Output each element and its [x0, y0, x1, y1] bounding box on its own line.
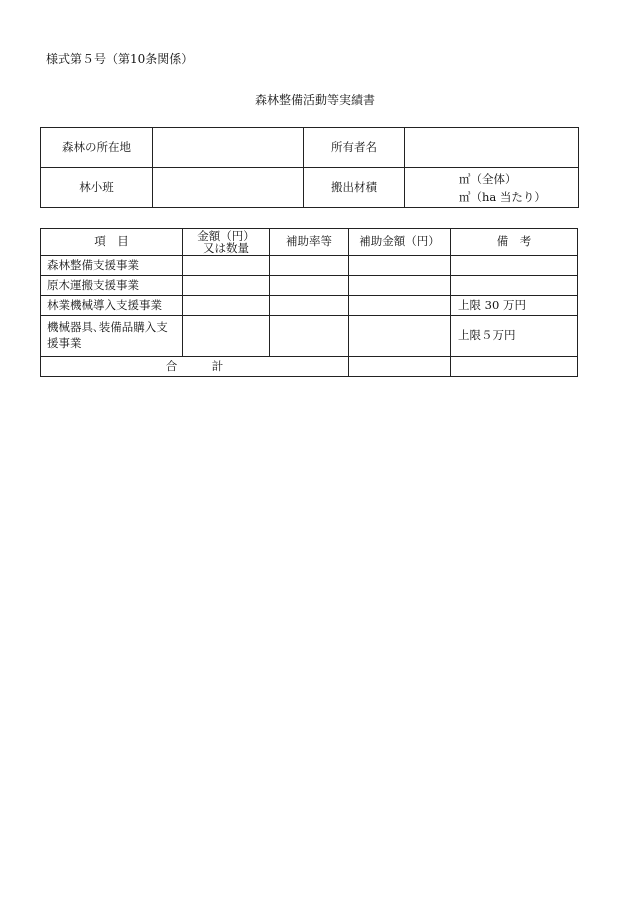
- subsidy-amount-cell[interactable]: [349, 296, 451, 316]
- total-subsidy-amount-cell[interactable]: [349, 357, 451, 377]
- row-item: 林業機械導入支援事業: [41, 296, 183, 316]
- form-number: 様式第５号（第10条関係）: [46, 52, 194, 66]
- timber-volume-unit-per-ha: ㎥（ha 当たり）: [459, 189, 546, 204]
- document-title: 森林整備活動等実績書: [254, 93, 375, 107]
- compartment-label: 林小班: [41, 168, 153, 208]
- amount-cell[interactable]: [183, 316, 270, 357]
- row-item: 森林整備支援事業: [41, 256, 183, 276]
- header-remarks: 備 考: [451, 229, 578, 256]
- header-amount: [183, 229, 270, 256]
- info-row-compartment: [41, 168, 579, 208]
- subsidy-rate-cell[interactable]: [270, 316, 349, 357]
- remarks-cell[interactable]: [451, 276, 578, 296]
- header-amount-line1: 金額（円）: [197, 229, 255, 243]
- table-row: [41, 276, 578, 296]
- subsidy-amount-cell[interactable]: [349, 316, 451, 357]
- header-subsidy-amount: 補助金額（円）: [349, 229, 451, 256]
- timber-volume-label: 搬出材積: [304, 168, 405, 208]
- total-remarks-cell[interactable]: [451, 357, 578, 377]
- detail-table: [40, 228, 578, 377]
- owner-label: 所有者名: [304, 128, 405, 168]
- header-item: 項 目: [41, 229, 183, 256]
- row-item-line1: 機械器具､装備品購入支: [47, 320, 168, 335]
- timber-volume-field[interactable]: [405, 168, 579, 208]
- remarks-cell[interactable]: [451, 256, 578, 276]
- compartment-field[interactable]: [153, 168, 304, 208]
- table-row: [41, 256, 578, 276]
- header-amount-line2: 又は数量: [203, 241, 249, 255]
- subsidy-amount-cell[interactable]: [349, 256, 451, 276]
- row-item: [41, 316, 183, 357]
- subsidy-amount-cell[interactable]: [349, 276, 451, 296]
- subsidy-rate-cell[interactable]: [270, 256, 349, 276]
- info-table: [40, 127, 579, 208]
- info-row-location: [41, 128, 579, 168]
- forest-location-field[interactable]: [153, 128, 304, 168]
- total-label: 合 計: [41, 357, 349, 377]
- remarks-cell[interactable]: 上限５万円: [451, 316, 578, 357]
- remarks-cell[interactable]: 上限 30 万円: [451, 296, 578, 316]
- row-item-line2: 援事業: [47, 336, 82, 350]
- amount-cell[interactable]: [183, 276, 270, 296]
- detail-header-row: [41, 229, 578, 256]
- header-subsidy-rate: 補助率等: [270, 229, 349, 256]
- total-row: [41, 357, 578, 377]
- subsidy-rate-cell[interactable]: [270, 296, 349, 316]
- forest-location-label: 森林の所在地: [41, 128, 153, 168]
- timber-volume-unit-total: ㎥（全体）: [459, 171, 517, 186]
- row-item: 原木運搬支援事業: [41, 276, 183, 296]
- owner-field[interactable]: [405, 128, 579, 168]
- amount-cell[interactable]: [183, 296, 270, 316]
- table-row: [41, 296, 578, 316]
- table-row: [41, 316, 578, 357]
- amount-cell[interactable]: [183, 256, 270, 276]
- subsidy-rate-cell[interactable]: [270, 276, 349, 296]
